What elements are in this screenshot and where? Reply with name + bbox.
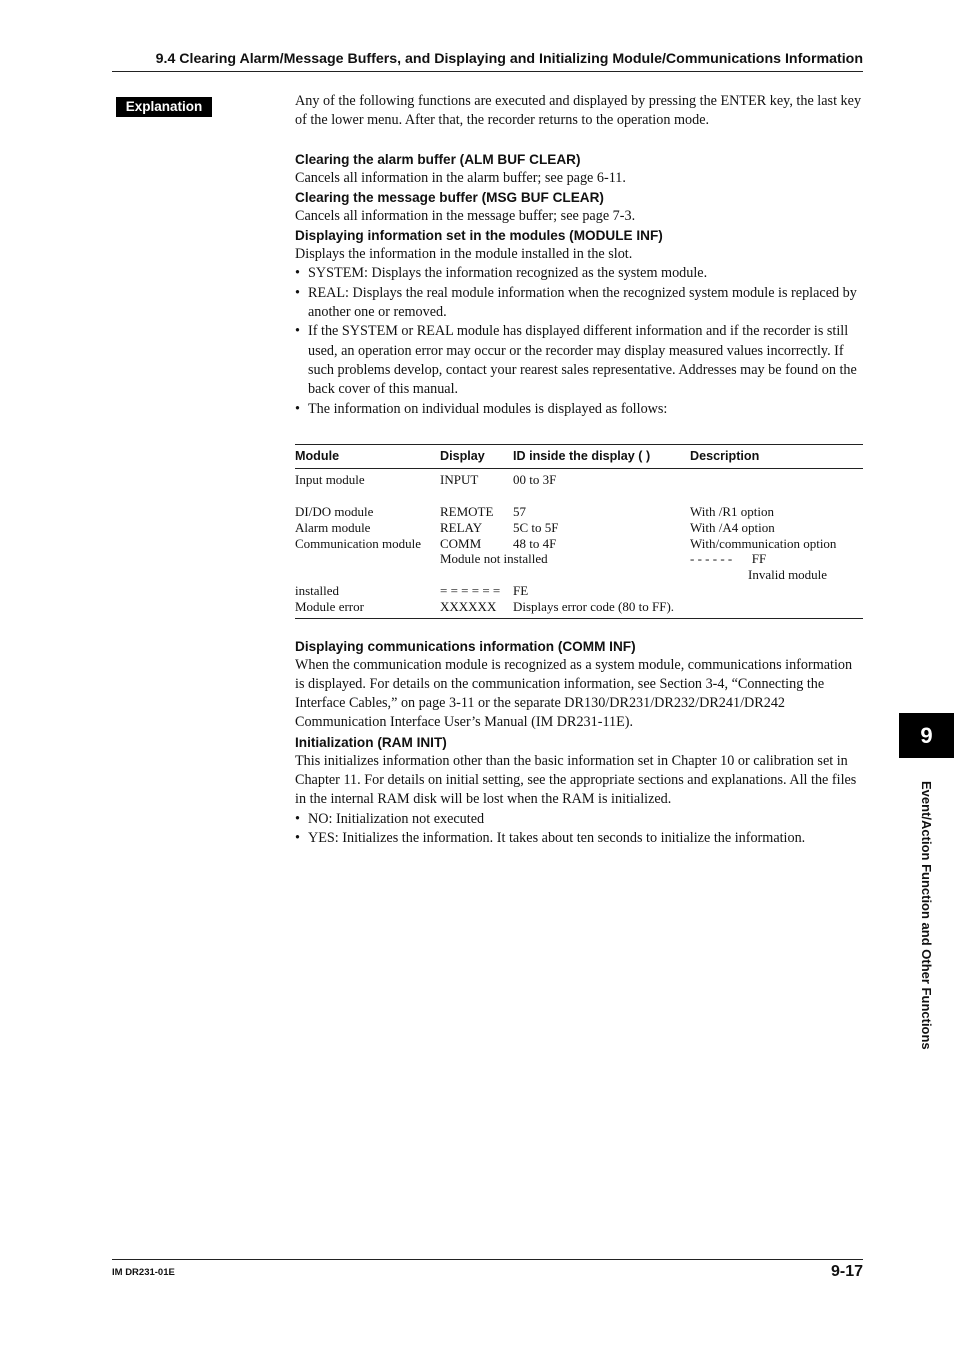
module-info-table bbox=[295, 444, 863, 619]
table-cell: FE bbox=[513, 582, 529, 598]
header-display: Display bbox=[440, 444, 513, 468]
table-cell bbox=[295, 567, 440, 583]
table-cell: Displays error code (80 to FF). bbox=[513, 599, 863, 618]
bullet-item: • REAL: Displays the real module information when the recognized system module is replaced by another one or removed. bbox=[295, 284, 863, 323]
module-inf-text: Displays the information in the module installed in the slot. bbox=[295, 246, 633, 263]
table-cell: With /A4 option bbox=[690, 519, 775, 535]
ram-init-bullets bbox=[295, 810, 863, 849]
module-inf-heading: Displaying information set in the modules (MODULE INF) bbox=[295, 228, 663, 244]
table-cell bbox=[690, 583, 863, 599]
bullet-item: • SYSTEM: Displays the information recognized as the system module. bbox=[295, 264, 863, 283]
header-rule bbox=[112, 71, 863, 72]
explanation-label: Explanation bbox=[116, 97, 212, 117]
table-cell: - - - - - - FF bbox=[690, 551, 767, 567]
table-row bbox=[295, 504, 863, 520]
table-cell bbox=[295, 551, 440, 567]
comm-inf-heading: Displaying communications information (COMM INF) bbox=[295, 638, 636, 654]
intro-paragraph: Any of the following functions are executed and displayed by pressing the ENTER key, the last key of the lower menu. After that, the recorder returns to the operation mode. bbox=[295, 93, 862, 129]
header-module: Module bbox=[295, 444, 440, 468]
table-cell bbox=[513, 567, 690, 583]
footer-doc-code: IM DR231-01E bbox=[112, 1267, 175, 1278]
table-row bbox=[295, 469, 863, 488]
bullet-item: • YES: Initializes the information. It takes about ten seconds to initialize the information. bbox=[295, 829, 863, 848]
table-cell: Alarm module bbox=[295, 519, 371, 535]
bullet-item: • NO: Initialization not executed bbox=[295, 810, 863, 829]
table-cell: Module error bbox=[295, 599, 440, 618]
table-row bbox=[295, 551, 863, 567]
comm-inf-text: When the communication module is recognized as a system module, communications information is displayed. For details on the communication information, see Section 3-4, “Connecting the Interface Cables,” on page 3-11 or the separate DR130/DR231/DR232/DR241/DR242 Communication Interface User’s Manual (IM DR231-11E). bbox=[295, 656, 853, 731]
header-id: ID inside the display ( ) bbox=[513, 444, 690, 468]
msg-buf-heading: Clearing the message buffer (MSG BUF CLEAR) bbox=[295, 189, 604, 205]
table-row bbox=[295, 599, 863, 618]
bullet-item: • The information on individual modules is displayed as follows: bbox=[295, 400, 863, 419]
table-cell: 00 to 3F bbox=[513, 472, 557, 488]
table-cell: DI/DO module bbox=[295, 503, 374, 519]
footer-rule bbox=[112, 1259, 863, 1260]
table-row bbox=[295, 583, 863, 599]
table-cell bbox=[440, 567, 513, 583]
table-cell: With /R1 option bbox=[690, 503, 774, 519]
ram-init-text: This initializes information other than the basic information set in Chapter 10 or calibration set in Chapter 11. For details on initial setting, see the appropriate sections and explanations. All the files in the internal RAM disk will be lost when the RAM is initialized. bbox=[295, 752, 857, 808]
table-row bbox=[295, 520, 863, 536]
running-head: 9.4 Clearing Alarm/Message Buffers, and Displaying and Initializing Module/Communications Information bbox=[155, 51, 863, 67]
table-cell: = = = = = = bbox=[440, 582, 501, 598]
table-cell: With/communication option bbox=[690, 535, 837, 551]
table-row bbox=[295, 536, 863, 552]
table-cell: XXXXXX bbox=[440, 599, 513, 618]
table-cell: 48 to 4F bbox=[513, 535, 557, 551]
table-cell: Module not installed bbox=[440, 551, 548, 567]
chapter-side-title: Event/Action Function and Other Functions bbox=[919, 781, 934, 1050]
table-row bbox=[295, 567, 863, 583]
table-cell: INPUT bbox=[440, 472, 479, 488]
alm-buf-heading: Clearing the alarm buffer (ALM BUF CLEAR) bbox=[295, 151, 581, 167]
table-cell: 57 bbox=[513, 503, 526, 519]
table-cell: COMM bbox=[440, 535, 482, 551]
table-spacer-row bbox=[295, 488, 863, 504]
table-cell: REMOTE bbox=[440, 503, 494, 519]
alm-buf-text: Cancels all information in the alarm buffer; see page 6-11. bbox=[295, 169, 626, 186]
ram-init-heading: Initialization (RAM INIT) bbox=[295, 734, 447, 750]
table-cell: RELAY bbox=[440, 519, 483, 535]
table-cell: 5C to 5F bbox=[513, 519, 559, 535]
body-text bbox=[295, 92, 863, 848]
msg-buf-text: Cancels all information in the message buffer; see page 7-3. bbox=[295, 207, 636, 224]
table-header-row bbox=[295, 444, 863, 468]
table-cell: Communication module bbox=[295, 535, 422, 551]
table-cell: Invalid module bbox=[748, 567, 828, 583]
page-number: 9-17 bbox=[830, 1263, 863, 1280]
table-cell: Input module bbox=[295, 472, 365, 488]
chapter-tab: 9 bbox=[899, 713, 954, 758]
table-cell: installed bbox=[295, 582, 340, 598]
bullet-item: • If the SYSTEM or REAL module has displayed different information and if the recorder is still used, an operation error may occur or the recorder may display measured values incorrectly. If such problems develop, contact your rearest sales representative. Addresses may be found on the back cover of this manual. bbox=[295, 322, 863, 399]
module-inf-bullets bbox=[295, 264, 863, 418]
header-description: Description bbox=[690, 444, 863, 468]
table-cell bbox=[690, 469, 863, 488]
